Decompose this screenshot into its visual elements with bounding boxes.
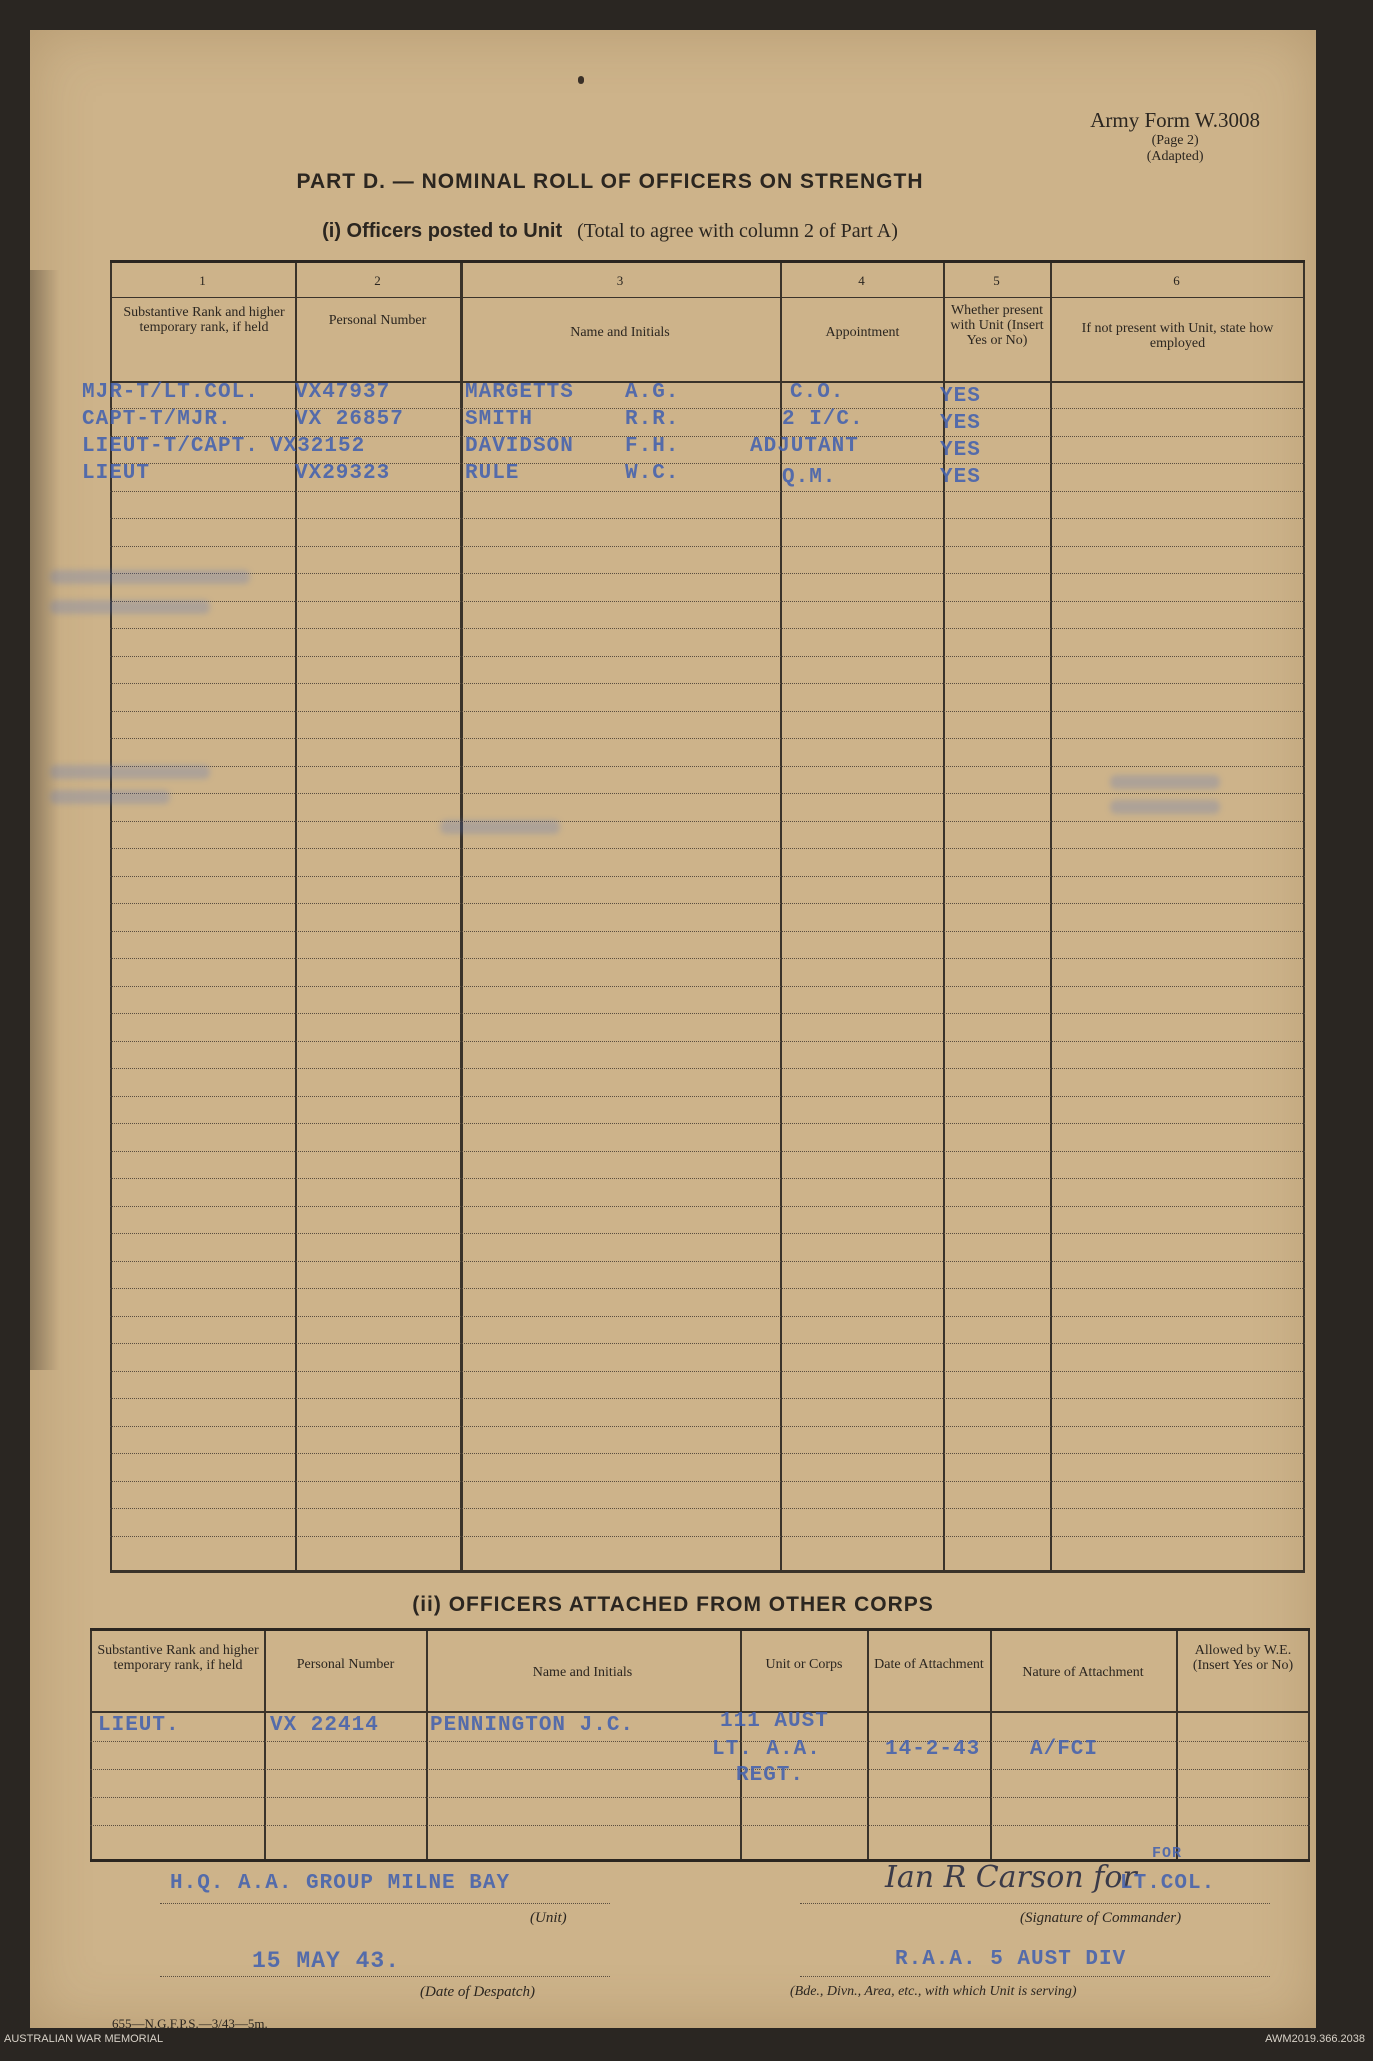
header-rule [110,297,1305,298]
row2-name: SMITH [465,408,534,431]
ruled-line [110,1013,1305,1014]
row4-name: RULE [465,462,520,485]
ruled-line [110,1481,1305,1482]
unit-line [160,1903,610,1904]
ruled-line [110,491,1305,492]
officers-attached-table [90,1628,1310,1862]
row2-present: YES [940,412,981,435]
column-divider [780,263,782,1573]
ruled-line [110,1123,1305,1124]
form-number: Army Form W.3008 [1090,108,1260,132]
column-divider [460,263,463,1573]
ruled-line [110,518,1305,519]
ruled-line [110,1343,1305,1344]
attached-date: 14-2-43 [885,1738,981,1761]
column-divider [295,263,297,1573]
ink-smear [50,600,210,614]
ruled-line [110,958,1305,959]
signature-line [800,1903,1270,1904]
ruled-line [110,1041,1305,1042]
ruled-line [110,931,1305,932]
row2-rank: CAPT-T/MJR. [82,408,232,431]
ruled-line [110,463,1305,464]
ruled-line [90,1797,1310,1798]
ruled-line [90,1741,1310,1742]
signature-for: FOR [1152,1845,1183,1862]
header-rank: Substantive Rank and higher temporary rank, if held [123,305,285,335]
header-personal-number: Personal Number [328,313,427,328]
ruled-line [110,848,1305,849]
ruled-line [110,1206,1305,1207]
section1-subtitle [60,220,1160,243]
table-bottom-rule [110,1570,1305,1573]
row4-initials: W.C. [625,462,680,485]
ruled-line [110,1233,1305,1234]
ruled-line [110,656,1305,657]
ruled-line [110,986,1305,987]
formation-value: R.A.A. 5 AUST DIV [895,1948,1127,1971]
ruled-line [110,1508,1305,1509]
row3-rank: LIEUT-T/CAPT. [82,435,259,458]
unit-caption: (Unit) [530,1910,567,1926]
form-number-block [1090,108,1260,165]
row1-rank: MJR-T/LT.COL. [82,381,259,404]
table-border-right [1303,263,1305,1573]
header-appointment: Appointment [825,325,900,340]
col-number: 2 [374,273,381,288]
ink-smear [1110,800,1220,814]
ruled-line [110,821,1305,822]
ink-smear [50,570,250,584]
form-page [30,30,1316,2031]
ruled-line [110,1151,1305,1152]
form-page: (Page 2) [1151,133,1199,148]
col-number: 4 [858,273,865,288]
ruled-line [110,793,1305,794]
ruled-line [110,628,1305,629]
attached-unit-line2: LT. A.A. [712,1738,821,1761]
signature-rank: LT.COL. [1120,1872,1216,1895]
row3-number: VX32152 [270,435,366,458]
row2-number: VX 26857 [295,408,404,431]
header-allowed: Allowed by W.E. (Insert Yes or No) [1192,1643,1294,1673]
despatch-date: 15 MAY 43. [252,1948,401,1974]
row4-present: YES [940,466,981,489]
row1-name: MARGETTS [465,381,574,404]
header-name: Name and Initials [570,325,670,340]
header-bottom-rule [110,381,1305,383]
attached-unit-line1: 111 AUST [720,1710,829,1733]
column-divider [1050,263,1052,1573]
ruled-line [110,903,1305,904]
ruled-line [110,408,1305,409]
ruled-line [90,1825,1310,1826]
unit-value: H.Q. A.A. GROUP MILNE BAY [170,1872,511,1895]
header-bottom-rule [90,1711,1310,1713]
attached-nature: A/FCI [1030,1738,1099,1761]
table-border-left [110,263,112,1573]
ruled-line [110,683,1305,684]
date-caption: (Date of Despatch) [420,1984,535,2000]
header-date: Date of Attachment [874,1657,984,1672]
section2-title: (ii) OFFICERS ATTACHED FROM OTHER CORPS [412,1593,934,1616]
row2-appointment: 2 I/C. [782,408,864,431]
attached-rank: LIEUT. [98,1714,180,1737]
ruled-line [110,766,1305,767]
col-number: 3 [616,273,624,288]
commander-signature: Ian R Carson for [885,1860,1137,1895]
ink-smear [50,765,210,779]
ruled-line [110,1371,1305,1372]
col-number: 6 [1173,273,1180,288]
ruled-line [110,546,1305,547]
ruled-line [110,1261,1305,1262]
row1-appointment: C.O. [790,381,845,404]
section1-subtitle-note: (Total to agree with column 2 of Part A) [577,220,898,242]
row3-present: YES [940,439,981,462]
ruled-line [110,1398,1305,1399]
header-rank: Substantive Rank and higher temporary rank, if held [97,1643,259,1673]
formation-caption: (Bde., Divn., Area, etc., with which Unit is serving) [790,1984,1077,1999]
row3-appointment: ADJUTANT [750,435,859,458]
row4-appointment: Q.M. [782,466,837,489]
row3-initials: F.H. [625,435,680,458]
ink-smear [50,790,170,804]
ruled-line [110,1288,1305,1289]
punch-mark [578,76,584,84]
attached-unit-line3: REGT. [736,1764,805,1787]
ruled-line [110,1096,1305,1097]
row4-number: VX29323 [295,462,391,485]
ruled-line [110,1316,1305,1317]
ruled-line [110,711,1305,712]
col-number: 1 [199,273,206,288]
attached-number: VX 22414 [270,1714,379,1737]
form-adapted: (Adapted) [1146,149,1204,164]
section1-subtitle-bold: (i) Officers posted to Unit [322,220,563,242]
archive-label: AUSTRALIAN WAR MEMORIAL [4,2033,164,2045]
ruled-line [110,601,1305,602]
col-number: 5 [993,273,1000,288]
header-unit: Unit or Corps [765,1657,843,1672]
row1-initials: A.G. [625,381,680,404]
formation-line [800,1976,1270,1977]
row2-initials: R.R. [625,408,680,431]
date-line [160,1976,610,1977]
ruled-line [110,1453,1305,1454]
ruled-line [110,573,1305,574]
row3-name: DAVIDSON [465,435,574,458]
ink-smear [440,820,560,834]
signature-caption: (Signature of Commander) [1020,1910,1182,1926]
row1-present: YES [940,385,981,408]
ruled-line [90,1769,1310,1770]
header-name: Name and Initials [532,1665,633,1680]
row4-rank: LIEUT [82,462,151,485]
archive-id: AWM2019.366.2038 [1265,2033,1365,2045]
row1-number: VX47937 [295,381,391,404]
ruled-line [110,1068,1305,1069]
print-code: 655—N.G.F.P.S.—3/43—5m. [112,2016,268,2031]
ruled-line [110,1536,1305,1537]
ruled-line [110,1178,1305,1179]
ruled-line [110,1426,1305,1427]
header-present: Whether present with Unit (Insert Yes or No) [950,303,1044,348]
ruled-line [110,738,1305,739]
ink-smear [1110,775,1220,789]
ruled-line [110,876,1305,877]
page-title: PART D. — NOMINAL ROLL OF OFFICERS ON STRENGTH [296,170,924,193]
attached-name: PENNINGTON J.C. [430,1714,635,1737]
header-personal-number: Personal Number [296,1657,395,1672]
header-nature: Nature of Attachment [1022,1665,1144,1680]
header-employment: If not present with Unit, state how employed [1081,321,1274,351]
